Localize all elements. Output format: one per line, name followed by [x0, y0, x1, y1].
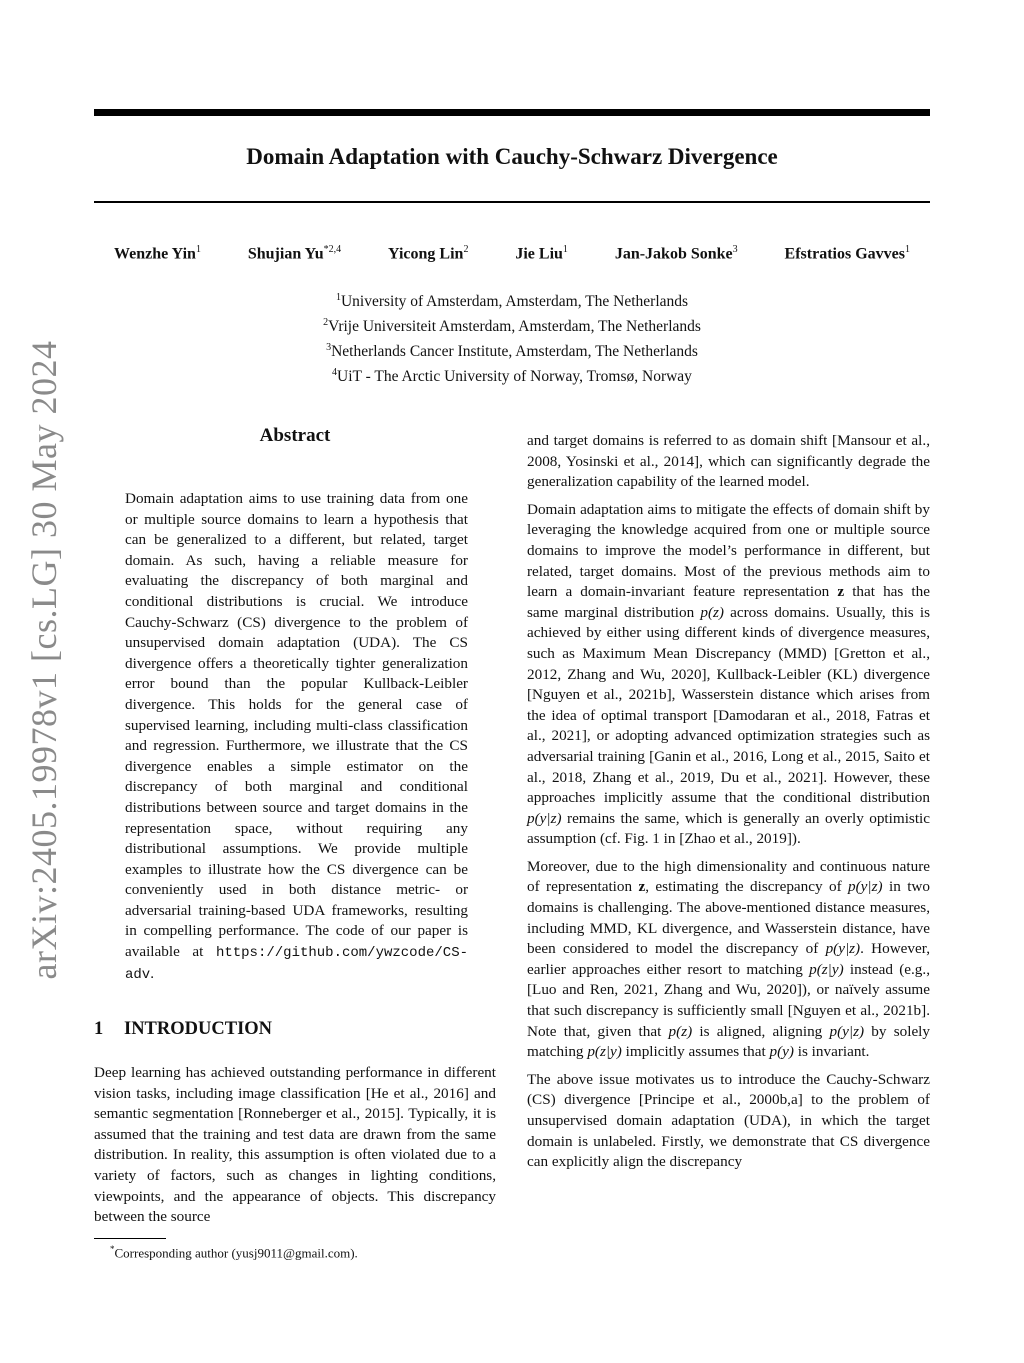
- right-column: [527, 431, 930, 1180]
- affiliation: $^3$Netherlands Cancer Institute, Amsterdam, The Netherlands: [326, 342, 698, 361]
- intro-paragraph: Deep learning has achieved outstanding performance in different vision tasks, including image classification [He et al., 2016] and semantic segmentation [Ronneberger et al., 2015]. Typically, it is assumed that the training and test data are drawn from the same distribution. In reality, this assumption is often violated due to a variety of factors, such as changes in lighting conditions, viewpoints, and the appearance of objects. This discrepancy between the source: [94, 1064, 496, 1226]
- abstract-text: Domain adaptation aims to use training data from one or multiple source domains to learn a hypothesis that can be generalized to a different, but related, target domain. As such, having a reliable measure for evaluating the discrepancy of both marginal and conditional distributions is crucial. We introduce Cauchy-Schwarz (CS) divergence to the problem of unsupervised domain adaptation (UDA). The CS divergence offers a theoretically tighter generalization error bound than the popular Kullback-Leibler divergence. This holds for the general case of supervised learning, including multi-class classification and regression. Furthermore, we illustrate that the CS divergence enables a simple estimator on the discrepancy of both marginal and conditional distributions between source and target domains in the representation space, without requiring any distributional assumptions. We provide multiple examples to illustrate how the CS divergence can be conveniently used in both distance metric- or adversarial training-based UDA frameworks, resulting in compelling performance. The code of our paper is available at https://github.com/ywzcode/CS-adv.: [125, 490, 468, 983]
- affiliation: $^2$Vrije Universiteit Amsterdam, Amsterdam, The Netherlands: [323, 317, 701, 336]
- author-list: [94, 244, 930, 263]
- author: Jan-Jakob Sonke$^3$: [614, 244, 738, 263]
- code-link[interactable]: https://github.com/ywzcode/CS-adv: [125, 945, 468, 983]
- title-rule: [94, 201, 930, 203]
- paragraph: and target domains is referred to as domain shift [Mansour et al., 2008, Yosinski et al., 2014], which can significantly degrade the generalization capability of the learned model.: [527, 432, 930, 491]
- paragraph: Moreover, due to the high dimensionality and continuous nature of representation z, estimating the discrepancy of p(y|z) in two domains is challenging. The above-mentioned distance measures, including MMD, KL divergence, and Wasserstein distance, have been considered to model the discrepancy of p(y|z). However, earlier approaches either resort to matching p(z|y) instead (e.g., [Luo and Ren, 2021, Zhang and Wu, 2020]), or naïvely assume that such discrepancy is sufficiently small [Nguyen et al., 2021b]. Note that, given that p(z) is aligned, aligning p(y|z) by solely matching p(z|y) implicitly assumes that p(y) is invariant.: [527, 857, 930, 1061]
- author: Wenzhe Yin$^1$: [114, 244, 201, 263]
- author: Jie Liu$^1$: [515, 244, 568, 263]
- author: Shujian Yu$^{*2,4}$: [247, 244, 342, 263]
- paragraph: The above issue motivates us to introduce the Cauchy-Schwarz (CS) divergence [Principe et al., 2000b,a] to the problem of unsupervised domain adaptation (UDA), in which the target domain is unlabeled. Firstly, we demonstrate that CS divergence can explicitly align the discrepancy: [527, 1070, 930, 1171]
- paragraph: Domain adaptation aims to mitigate the effects of domain shift by leveraging the knowledge acquired from one or multiple source domains to improve the model’s performance in different, but related, target domains. Most of the previous methods aim to learn a domain-invariant feature representation z that has the same marginal distribution p(z) across domains. Usually, this is achieved by either using different kinds of divergence measures, such as Maximum Mean Discrepancy (MMD) [Gretton et al., 2012, Zhang and Wu, 2020], Kullback-Leibler (KL) divergence [Nguyen et al., 2021b], Wasserstein distance which arises from the idea of optimal transport [Damodaran et al., 2018, Fatras et al., 2021], or adopting advanced optimization strategies such as adversarial training [Ganin et al., 2016, Long et al., 2015, Saito et al., 2018, Zhang et al., 2019, Du et al., 2021]. However, these approaches implicitly assume that the conditional distribution p(y|z) remains the same, which is generally an overly optimistic assumption (cf. Fig. 1 in [Zhao et al., 2019]).: [527, 500, 930, 848]
- affiliation: $^1$University of Amsterdam, Amsterdam, The Netherlands: [335, 292, 689, 311]
- abstract-heading: Abstract: [259, 425, 331, 446]
- affiliation: $^4$UiT - The Arctic University of Norway, Tromsø, Norway: [332, 367, 692, 386]
- footnote: *Corresponding author (yusj9011@gmail.com).: [110, 1244, 358, 1261]
- author: Yicong Lin$^2$: [388, 244, 469, 263]
- footnote-rule: [94, 1238, 166, 1239]
- affiliations: [94, 287, 930, 388]
- arxiv-stamp[interactable]: arXiv:2405.19978v1 [cs.LG] 30 May 2024: [24, 340, 64, 980]
- section-heading-introduction: 1 INTRODUCTION: [94, 1019, 273, 1039]
- paper-title: Domain Adaptation with Cauchy-Schwarz Divergence: [246, 144, 778, 169]
- author: Efstratios Gavves$^1$: [784, 244, 910, 263]
- top-rule: [94, 109, 930, 116]
